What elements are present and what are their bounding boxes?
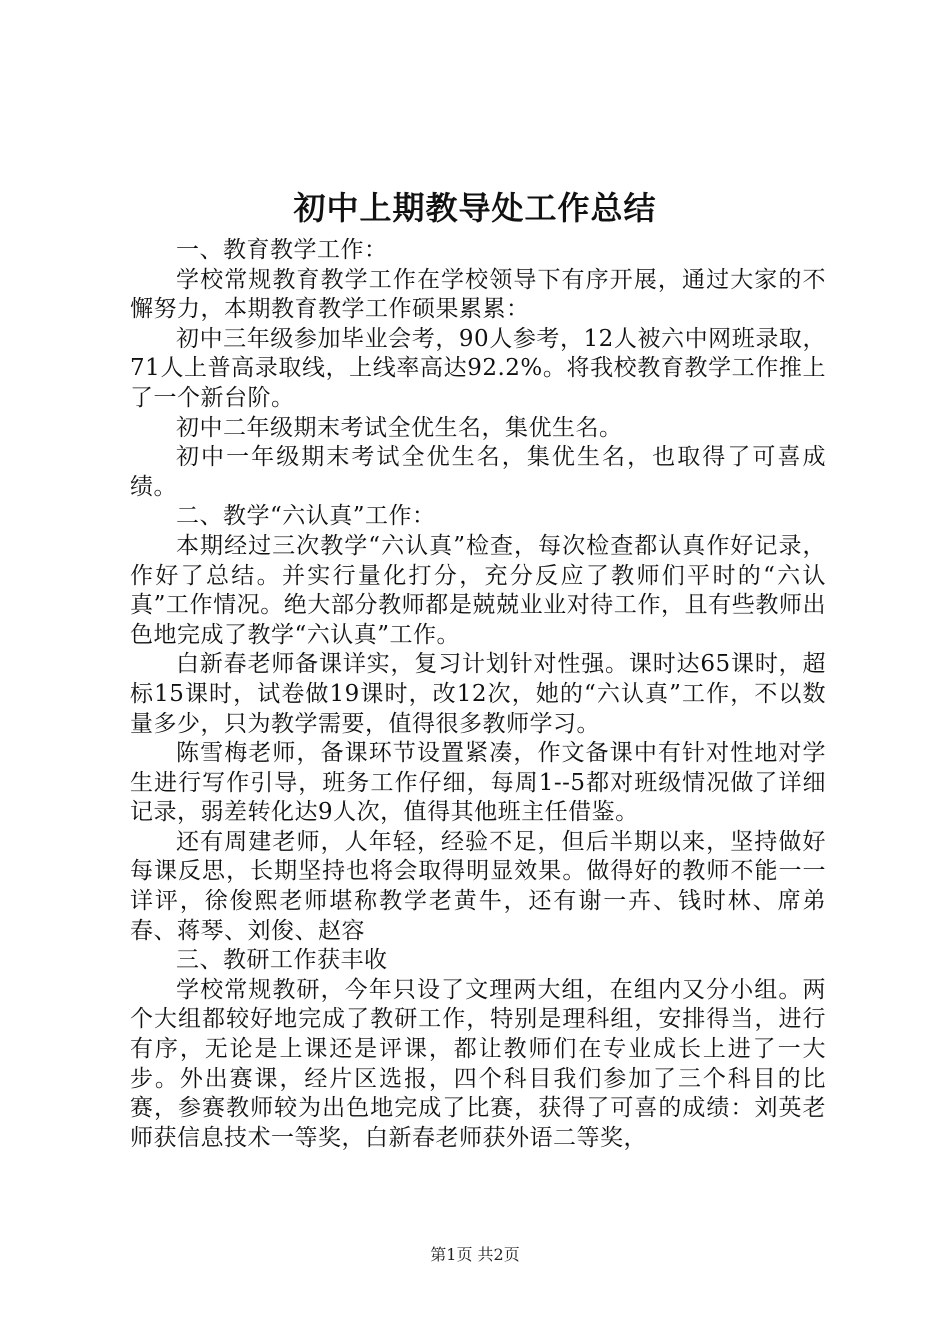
- paragraph: 学校常规教育教学工作在学校领导下有序开展，通过大家的不懈努力，本期教育教学工作硕果累累：: [130, 266, 826, 323]
- document-body: [130, 236, 826, 1153]
- paragraph: 初中二年级期末考试全优生名，集优生名。: [176, 414, 623, 441]
- section-heading-six-earnest: 二、教学“六认真”工作：: [176, 503, 436, 530]
- paragraph: 初中三年级参加毕业会考，90人参考，12人被六中网班录取，71人上普高录取线，上线率高达92.2%。将我校教育教学工作推上了一个新台阶。: [130, 325, 826, 411]
- paragraph: 学校常规教研，今年只设了文理两大组，在组内又分小组。两个大组都较好地完成了教研工作，特别是理科组，安排得当，进行有序，无论是上课还是评课，都让教师们在专业成长上进了一大步。外出赛课，经片区选报，四个科目我们参加了三个科目的比赛，参赛教师较为出色地完成了比赛，获得了可喜的成绩：刘英老师获信息技术一等奖，白新春老师获外语二等奖，: [130, 976, 826, 1151]
- paragraph: 还有周建老师，人年轻，经验不足，但后半期以来，坚持做好每课反思，长期坚持也将会取得明显效果。做得好的教师不能一一详评，徐俊熙老师堪称教学老黄牛，还有谢一卉、钱时林、席弟春、蒋琴、刘俊、赵容: [130, 828, 826, 944]
- section-heading-teaching: 一、教育教学工作：: [176, 237, 388, 263]
- paragraph: 本期经过三次教学“六认真”检查，每次检查都认真作好记录，作好了总结。并实行量化打分，充分反应了教师们平时的“六认真”工作情况。绝大部分教师都是兢兢业业对待工作，且有些教师出色地完成了教学“六认真”工作。: [130, 532, 826, 648]
- paragraph: 白新春老师备课详实，复习计划针对性强。课时达65课时，超标15课时，试卷做19课时，改12次，她的“六认真”工作，不以数量多少，只为教学需要，值得很多教师学习。: [130, 651, 826, 737]
- page-number-footer: 第1页 共2页: [430, 1245, 520, 1264]
- section-heading-research: 三、教研工作获丰收: [176, 947, 388, 974]
- paragraph: 陈雪梅老师，备课环节设置紧凑，作文备课中有针对性地对学生进行写作引导，班务工作仔细，每周1--5都对班级情况做了详细记录，弱差转化达9人次，值得其他班主任借鉴。: [130, 740, 826, 826]
- document-title: 初中上期教导处工作总结: [293, 189, 657, 227]
- paragraph: 初中一年级期末考试全优生名，集优生名，也取得了可喜成绩。: [130, 444, 826, 500]
